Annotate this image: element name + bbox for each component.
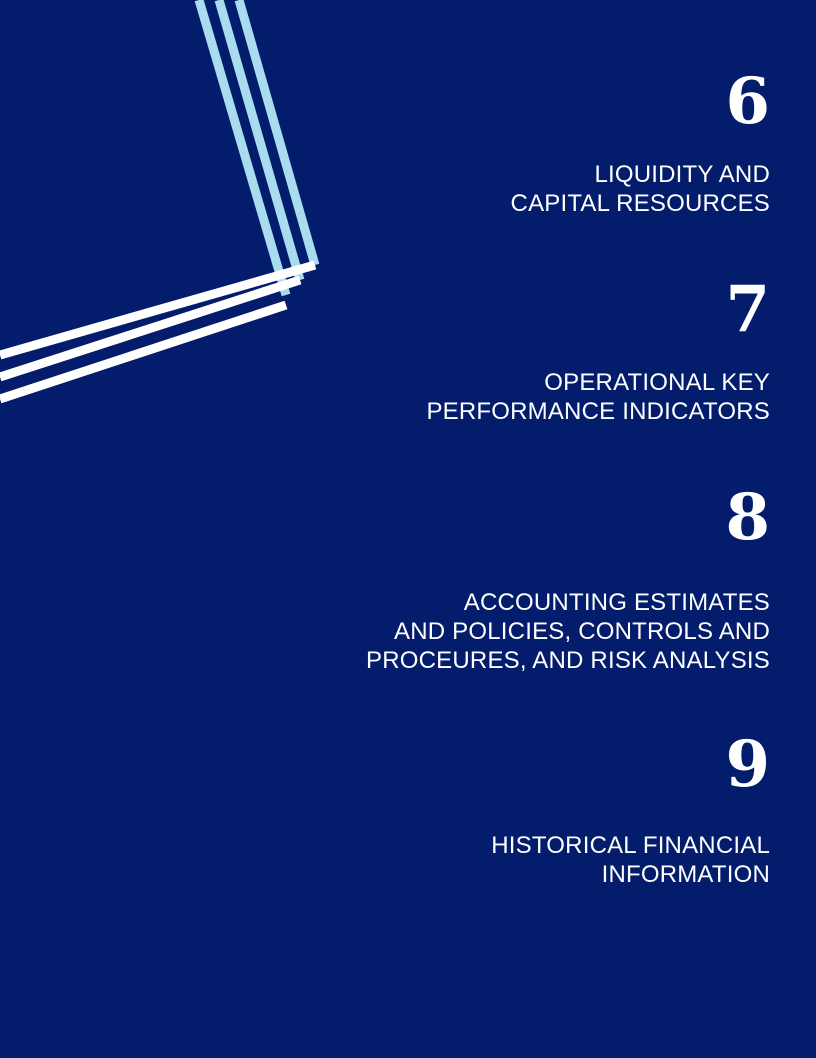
- section-6: [510, 64, 770, 218]
- section-title-line: CAPITAL RESOURCES: [510, 190, 770, 217]
- white-stripe: [0, 305, 286, 399]
- section-title-line: ACCOUNTING ESTIMATES: [463, 589, 770, 616]
- section-number: 8: [725, 480, 770, 555]
- section-title-line: LIQUIDITY AND: [594, 161, 770, 188]
- section-9: [491, 727, 770, 889]
- section-number: 6: [725, 64, 770, 139]
- section-7: [426, 272, 770, 426]
- section-title-line: HISTORICAL FINANCIAL: [491, 832, 770, 859]
- white-stripe: [0, 280, 300, 377]
- section-title-line: INFORMATION: [601, 861, 770, 888]
- section-title: [491, 831, 770, 889]
- section-title-line: OPERATIONAL KEY: [544, 369, 770, 396]
- section-number: 7: [725, 272, 770, 347]
- light-stripe: [199, 0, 286, 295]
- section-title: [426, 368, 770, 426]
- section-title-line: PERFORMANCE INDICATORS: [426, 398, 770, 425]
- section-number: 9: [725, 727, 770, 802]
- section-title-line: PROCEURES, AND RISK ANALYSIS: [366, 647, 770, 674]
- section-8: [366, 480, 770, 675]
- section-title: [511, 160, 770, 218]
- section-title-line: AND POLICIES, CONTROLS AND: [394, 618, 770, 645]
- white-stripes: [0, 265, 315, 399]
- light-blue-stripes: [199, 0, 315, 295]
- section-title: [366, 588, 770, 675]
- light-stripe: [219, 0, 300, 280]
- light-stripe: [239, 0, 315, 265]
